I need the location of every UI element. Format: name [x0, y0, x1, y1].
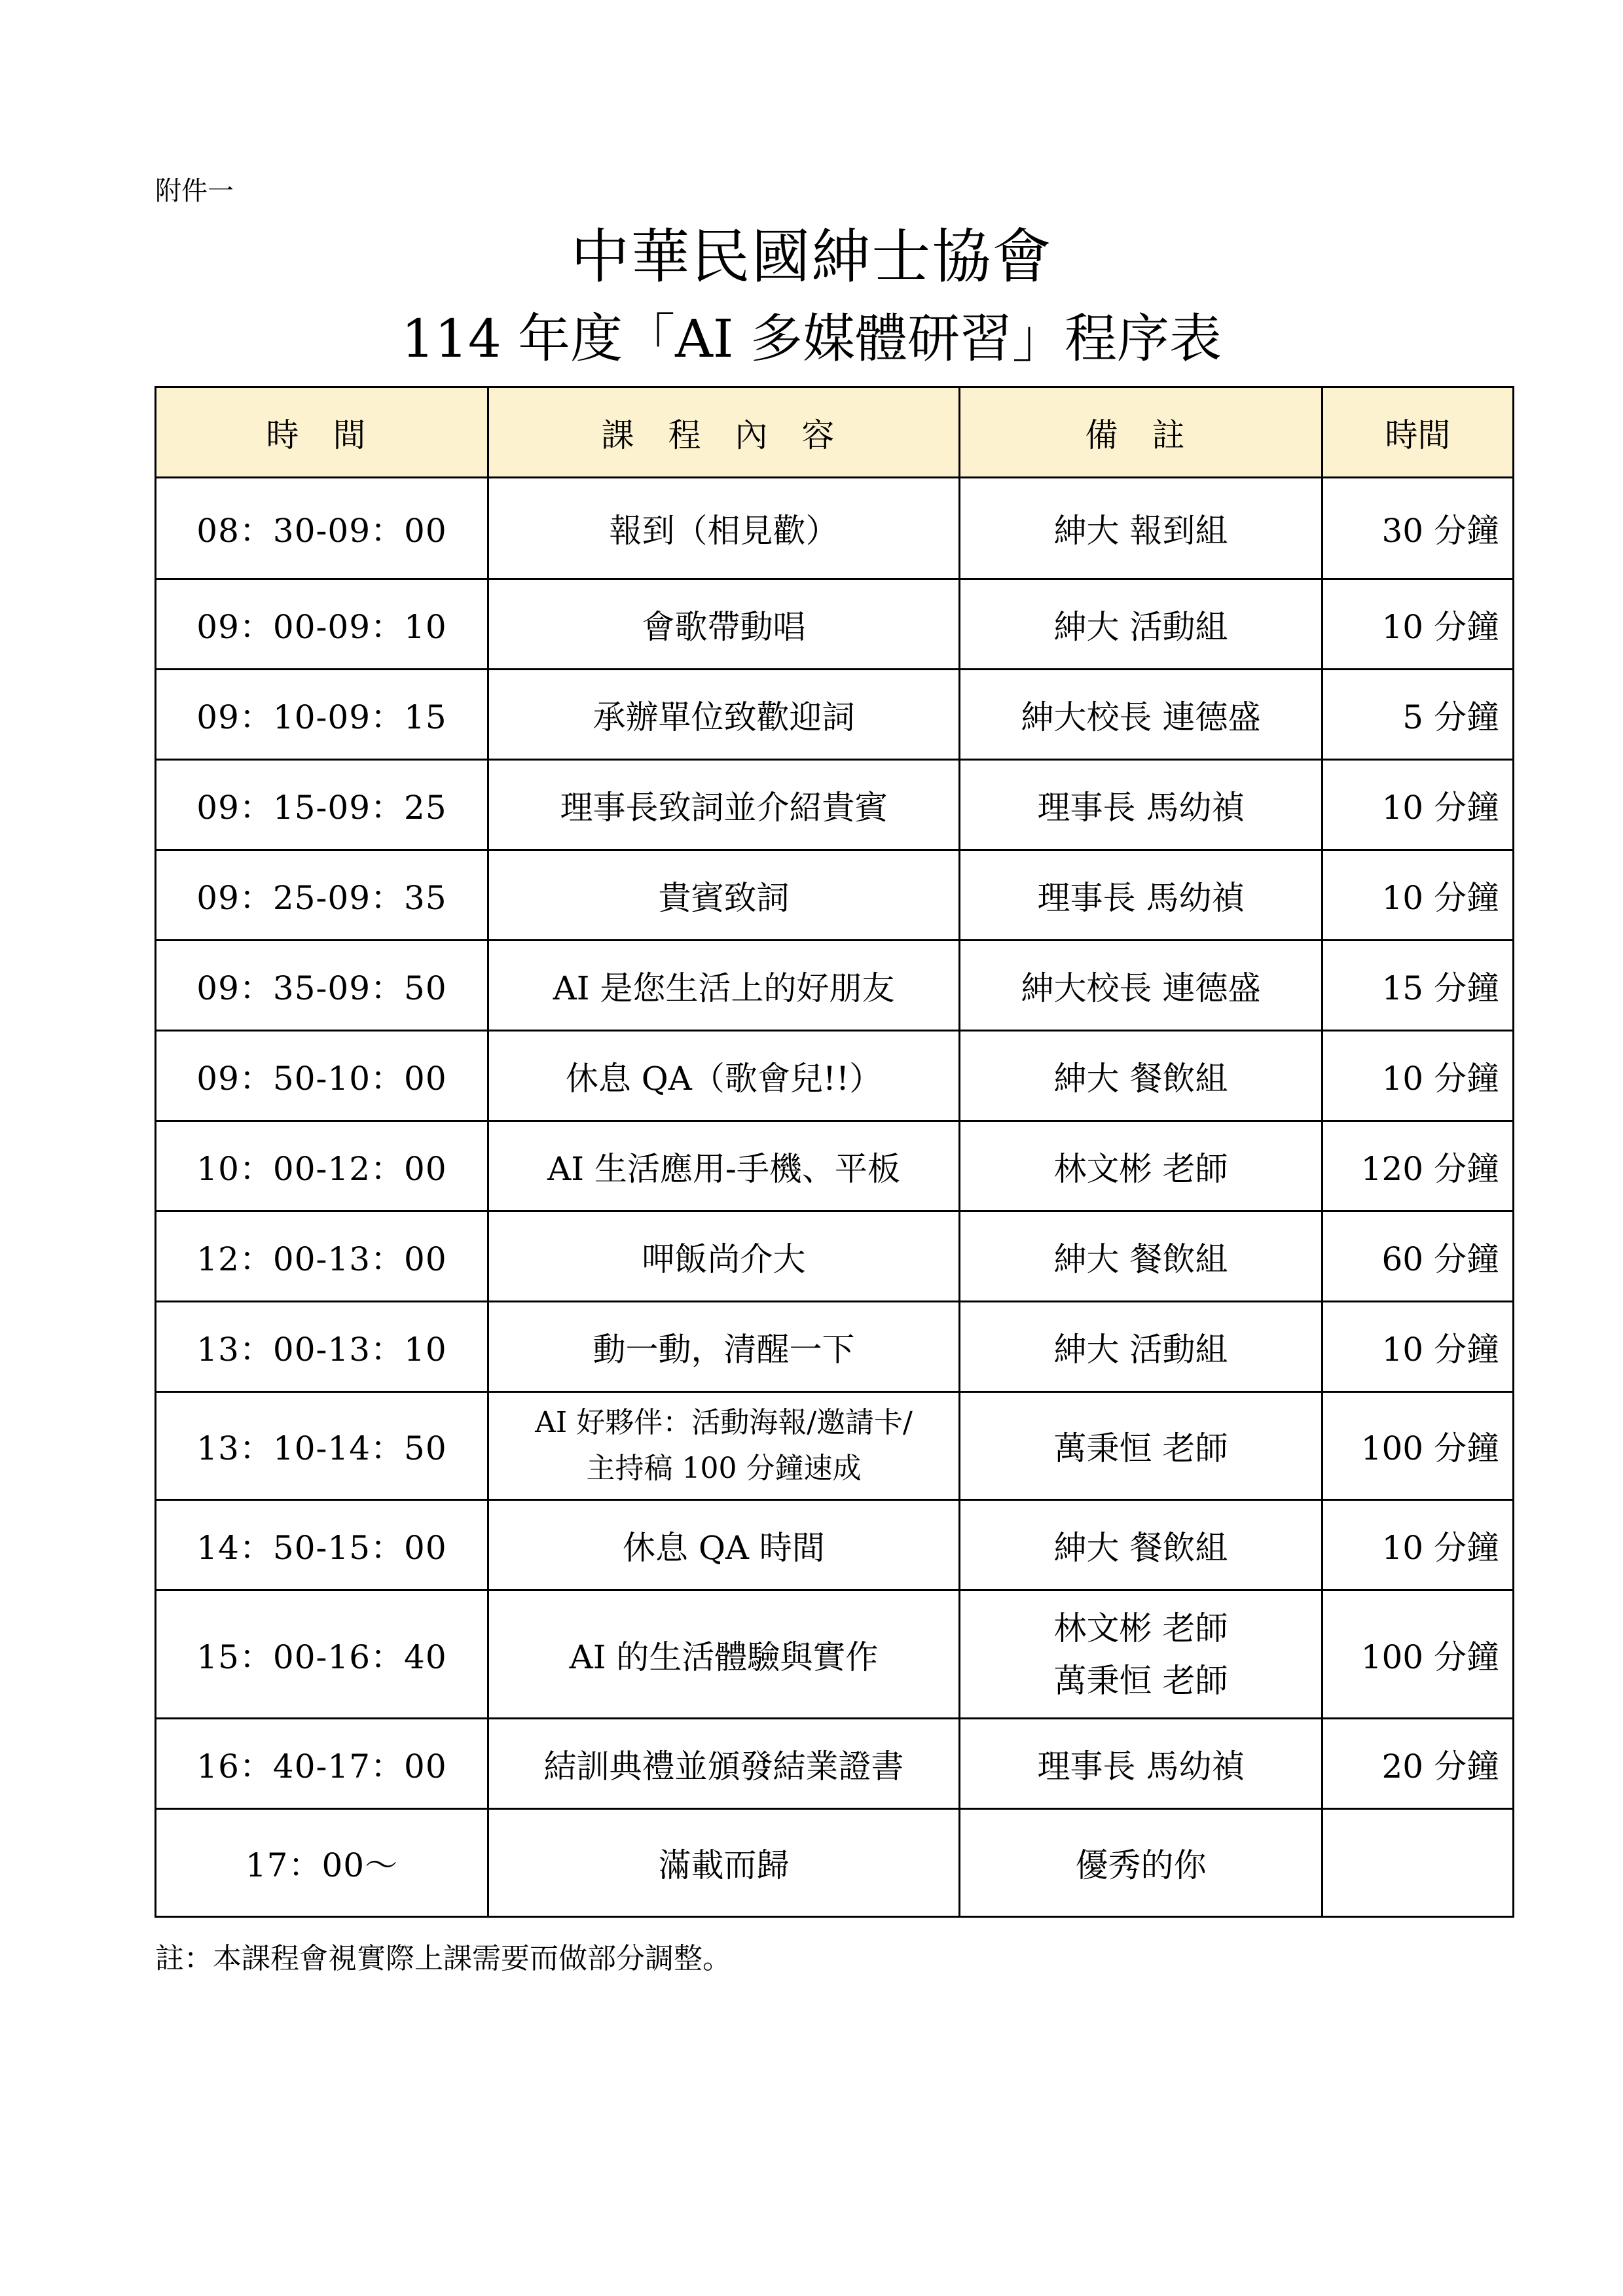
- cell-content: 結訓典禮並頒發結業證書: [488, 1719, 960, 1809]
- table-row: [156, 1500, 1514, 1590]
- cell-duration: 100 分鐘: [1322, 1392, 1514, 1500]
- header-remarks: 備 註: [960, 387, 1322, 478]
- cell-duration: 10 分鐘: [1322, 1302, 1514, 1392]
- cell-duration: 120 分鐘: [1322, 1121, 1514, 1211]
- cell-remarks: 紳大 餐飲組: [960, 1211, 1322, 1302]
- footnote: 註：本課程會視實際上課需要而做部分調整。: [155, 1942, 731, 1975]
- organization-title: 中華民國紳士協會: [570, 223, 1053, 291]
- cell-content-line: AI 好夥伴：活動海報/邀請卡/: [535, 1406, 913, 1439]
- cell-remarks-line: 林文彬 老師: [1053, 1609, 1228, 1647]
- table-row: [156, 1590, 1514, 1719]
- cell-remarks: 紳大 報到組: [960, 478, 1322, 579]
- schedule-table: [155, 386, 1514, 1918]
- schedule-title: 114 年度「AI 多媒體研習」程序表: [401, 308, 1222, 369]
- cell-remarks: 優秀的你: [960, 1809, 1322, 1917]
- cell-time: 13：10-14：50: [156, 1392, 488, 1500]
- table-row: [156, 670, 1514, 760]
- cell-remarks-line: 萬秉恒 老師: [1053, 1661, 1228, 1700]
- cell-content: 理事長致詞並介紹貴賓: [488, 760, 960, 850]
- cell-duration: 20 分鐘: [1322, 1719, 1514, 1809]
- cell-time: 13：00-13：10: [156, 1302, 488, 1392]
- table-row: [156, 1719, 1514, 1809]
- cell-time: 10：00-12：00: [156, 1121, 488, 1211]
- table-row: [156, 1121, 1514, 1211]
- cell-time: 08：30-09：00: [156, 478, 488, 579]
- cell-time: 09：35-09：50: [156, 941, 488, 1031]
- cell-content: 貴賓致詞: [488, 850, 960, 941]
- header-time: 時 間: [156, 387, 488, 478]
- cell-duration: [1322, 1809, 1514, 1917]
- table-row: [156, 1392, 1514, 1500]
- cell-remarks: 理事長 馬幼禎: [960, 850, 1322, 941]
- cell-content: 休息 QA 時間: [488, 1500, 960, 1590]
- cell-duration: 15 分鐘: [1322, 941, 1514, 1031]
- cell-remarks: 紳大校長 連德盛: [960, 941, 1322, 1031]
- cell-remarks: [960, 1590, 1322, 1719]
- cell-content: 休息 QA（歌會兒!!）: [488, 1031, 960, 1121]
- table-row: [156, 1031, 1514, 1121]
- cell-remarks: 紳大校長 連德盛: [960, 670, 1322, 760]
- cell-remarks: 紳大 餐飲組: [960, 1031, 1322, 1121]
- cell-remarks: 林文彬 老師: [960, 1121, 1322, 1211]
- cell-duration: 5 分鐘: [1322, 670, 1514, 760]
- cell-remarks: 萬秉恒 老師: [960, 1392, 1322, 1500]
- cell-time: 09：50-10：00: [156, 1031, 488, 1121]
- table-row: [156, 478, 1514, 579]
- header-content: 課 程 內 容: [488, 387, 960, 478]
- cell-duration: 30 分鐘: [1322, 478, 1514, 579]
- table-row: [156, 1302, 1514, 1392]
- cell-time: 15：00-16：40: [156, 1590, 488, 1719]
- cell-time: 14：50-15：00: [156, 1500, 488, 1590]
- table-row: [156, 850, 1514, 941]
- attachment-label: 附件一: [155, 176, 234, 206]
- cell-content: AI 是您生活上的好朋友: [488, 941, 960, 1031]
- cell-remarks: 理事長 馬幼禎: [960, 1719, 1322, 1809]
- cell-time: 09：15-09：25: [156, 760, 488, 850]
- table-row: [156, 760, 1514, 850]
- cell-time: 16：40-17：00: [156, 1719, 488, 1809]
- cell-content: 呷飯尚介大: [488, 1211, 960, 1302]
- header-duration: 時間: [1322, 387, 1514, 478]
- table-row: [156, 1809, 1514, 1917]
- cell-content: 動一動，清醒一下: [488, 1302, 960, 1392]
- cell-duration: 10 分鐘: [1322, 760, 1514, 850]
- cell-content: 滿載而歸: [488, 1809, 960, 1917]
- cell-time: 12：00-13：00: [156, 1211, 488, 1302]
- cell-duration: 10 分鐘: [1322, 1500, 1514, 1590]
- cell-duration: 10 分鐘: [1322, 579, 1514, 670]
- cell-remarks: 理事長 馬幼禎: [960, 760, 1322, 850]
- cell-time: 09：25-09：35: [156, 850, 488, 941]
- cell-content: AI 生活應用-手機、平板: [488, 1121, 960, 1211]
- cell-content: 會歌帶動唱: [488, 579, 960, 670]
- cell-duration: 100 分鐘: [1322, 1590, 1514, 1719]
- cell-time: 09：10-09：15: [156, 670, 488, 760]
- cell-duration: 60 分鐘: [1322, 1211, 1514, 1302]
- cell-content: 報到（相見歡）: [488, 478, 960, 579]
- cell-content: [488, 1392, 960, 1500]
- cell-content: 承辦單位致歡迎詞: [488, 670, 960, 760]
- cell-remarks: 紳大 活動組: [960, 1302, 1322, 1392]
- cell-content: AI 的生活體驗與實作: [488, 1590, 960, 1719]
- table-header-row: [156, 387, 1514, 478]
- cell-content-line: 主持稿 100 分鐘速成: [586, 1452, 862, 1485]
- table-row: [156, 1211, 1514, 1302]
- cell-duration: 10 分鐘: [1322, 1031, 1514, 1121]
- table-row: [156, 579, 1514, 670]
- cell-remarks: 紳大 餐飲組: [960, 1500, 1322, 1590]
- cell-time: 17：00～: [156, 1809, 488, 1917]
- cell-duration: 10 分鐘: [1322, 850, 1514, 941]
- table-row: [156, 941, 1514, 1031]
- cell-remarks: 紳大 活動組: [960, 579, 1322, 670]
- cell-time: 09：00-09：10: [156, 579, 488, 670]
